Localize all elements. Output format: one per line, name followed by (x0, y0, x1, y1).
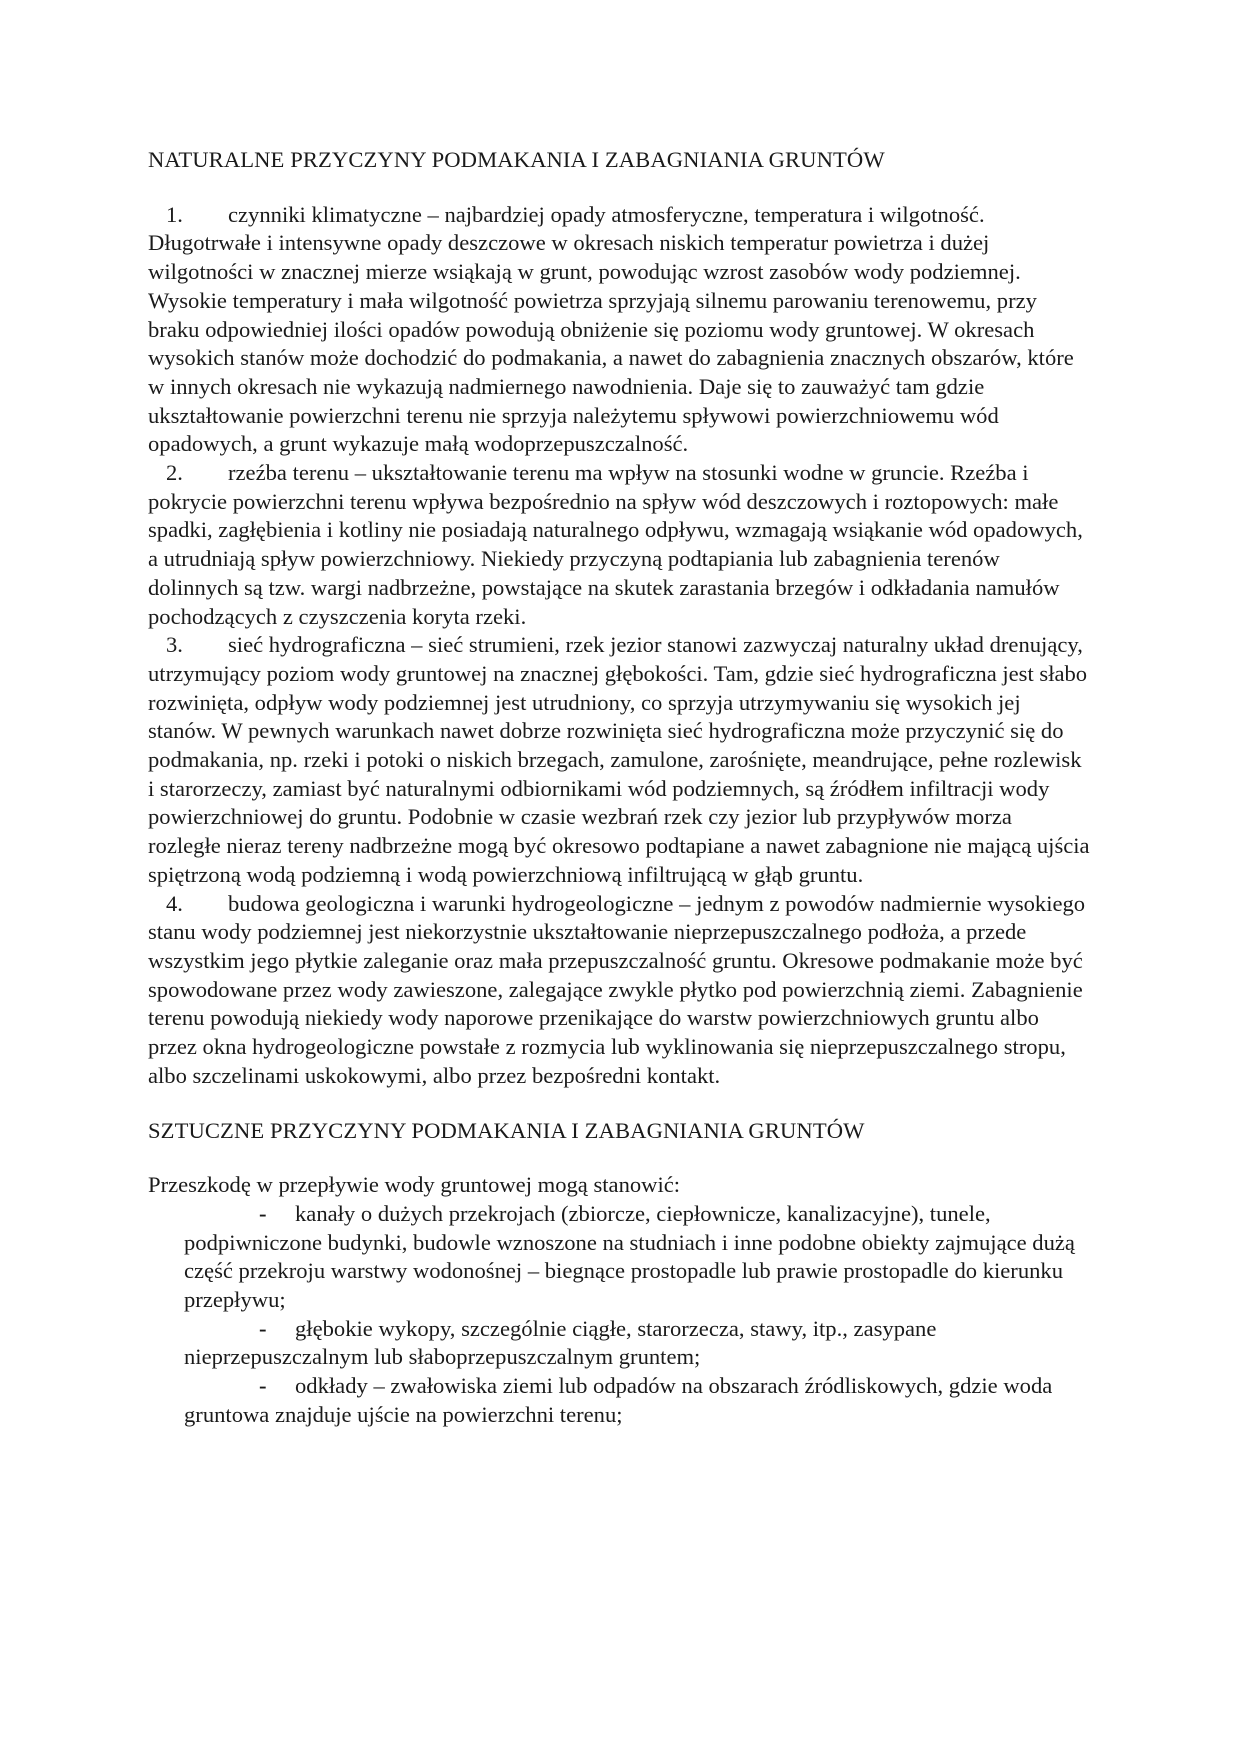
artificial-causes-list (148, 1200, 1090, 1430)
list-item-text: – najbardziej opady atmosferyczne, temperatura i wilgotność. Długotrwałe i intensywne opady deszczowe w okresach niskich temperatur powietrza i dużej wilgotności w znacznej mierze wsiąkają w grunt, powodując wzrost zasobów wody podziemnej. Wysokie temperatury i mała wilgotność powietrza sprzyjają silnemu parowaniu terenowemu, przy braku odpowiedniej ilości opadów powodują obniżenie się poziomu wody gruntowej. W okresach wysokich stanów może dochodzić do podmakania, a nawet do zabagnienia znacznych obszarów, które w innych okresach nie wykazują nadmiernego nawodnienia. Daje się to zauważyć tam gdzie ukształtowanie powierzchni terenu nie sprzyja należytemu spływowi powierzchniowemu wód opadowych, a grunt wykazuje małą wodoprzepuszczalność. (148, 201, 1074, 457)
list-item (148, 459, 1090, 631)
list-item-text: – sieć strumieni, rzek jezior stanowi zazwyczaj naturalny układ drenujący, utrzymujący poziom wody gruntowej na znacznej głębokości. Tam, gdzie sieć hydrograficzna jest słabo rozwinięta, odpływ wody podziemnej jest utrudniony, co sprzyja utrzymywaniu się wysokich jej stanów. W pewnych warunkach nawet dobrze rozwinięta sieć hydrograficzna może przyczynić się do podmakania, np. rzeki i potoki o niskich brzegach, zamulone, zarośnięte, meandrujące, pełne rozlewisk i starorzeczy, zamiast być naturalnymi odbiornikami wód podziemnych, są źródłem infiltracji wody powierzchniowej do gruntu. Podobnie w czasie wezbrań rzek czy jezior lub przypływów morza rozległe nieraz tereny nadbrzeżne mogą być okresowo podtapiane a nawet zabagnione nie mającą ujścia spiętrzoną wodą podziemną i wodą powierzchniową infiltrującą w głąb gruntu. (148, 632, 1090, 887)
document-page (148, 146, 1090, 1430)
bullet-text: odkłady – zwałowiska ziemi lub odpadów na obszarach źródliskowych, gdzie woda gruntowa znajduje ujście na powierzchni terenu; (184, 1373, 1053, 1427)
list-item-number: 1. (166, 201, 183, 227)
list-item-term: rzeźba terenu (228, 460, 350, 486)
list-item-text: – ukształtowanie terenu ma wpływ na stosunki wodne w gruncie. Rzeźba i pokrycie powierzchni terenu wpływa bezpośrednio na spływ wód deszczowych i roztopowych: małe spadki, zagłębienia i kotliny nie posiadają naturalnego odpływu, wzmagają wsiąkanie wód opadowych, a utrudniają spływ powierzchniowy. Niekiedy przyczyną podtapiania lub zabagnienia terenów dolinnych są tzw. wargi nadbrzeżne, powstające na skutek zarastania brzegów i odkładania namułów pochodzących z czyszczenia koryta rzeki. (148, 460, 1083, 629)
list-item-term: czynniki klimatyczne (228, 201, 422, 227)
list-item (148, 631, 1090, 889)
dash-bullet-icon: - (259, 1315, 267, 1341)
bullet-item (184, 1372, 1090, 1429)
list-item (148, 890, 1090, 1091)
list-item (148, 201, 1090, 459)
list-item-number: 4. (166, 890, 183, 916)
list-item-text: – jednym z powodów nadmiernie wysokiego stanu wody podziemnej jest niekorzystnie ukształtowanie nieprzepuszczalnego podłoża, a przede wszystkim jego płytkie zaleganie oraz mała przepuszczalność gruntu. Okresowe podmakanie może być spowodowane przez wody zawieszone, zalegające zwykle płytko pod powierzchnią ziemi. Zabagnienie terenu powodują niekiedy wody naporowe przenikające do warstw powierzchniowych gruntu albo przez okna hydrogeologiczne powstałe z rozmycia lub wyklinowania się nieprzepuszczalnego stropu, albo szczelinami uskokowymi, albo przez bezpośredni kontakt. (148, 890, 1086, 1088)
bullet-text: kanały o dużych przekrojach (zbiorcze, ciepłownicze, kanalizacyjne), tunele, podpiwniczone budynki, budowle wznoszone na studniach i inne podobne obiekty zajmujące dużą część przekroju warstwy wodonośnej – biegnące prostopadle lub prawie prostopadle do kierunku przepływu; (184, 1200, 1075, 1313)
heading-artificial-causes: SZTUCZNE PRZYCZYNY PODMAKANIA I ZABAGNIANIA GRUNTÓW (148, 1117, 865, 1143)
natural-causes-list (148, 201, 1090, 1091)
list-item-number: 3. (166, 632, 183, 658)
intro-paragraph: Przeszkodę w przepływie wody gruntowej mogą stanowić: (148, 1172, 681, 1198)
list-item-term: budowa geologiczna i warunki hydrogeologiczne (228, 890, 674, 916)
heading-natural-causes: NATURALNE PRZYCZYNY PODMAKANIA I ZABAGNIANIA GRUNTÓW (148, 147, 885, 172)
bullet-item (184, 1200, 1090, 1315)
list-item-number: 2. (166, 460, 183, 486)
dash-bullet-icon: - (259, 1373, 267, 1399)
bullet-item (184, 1315, 1090, 1372)
dash-bullet-icon: - (259, 1200, 267, 1226)
list-item-term: sieć hydrograficzna (228, 632, 406, 658)
bullet-text: głębokie wykopy, szczególnie ciągłe, starorzecza, stawy, itp., zasypane nieprzepuszczalnym lub słaboprzepuszczalnym gruntem; (184, 1315, 937, 1370)
